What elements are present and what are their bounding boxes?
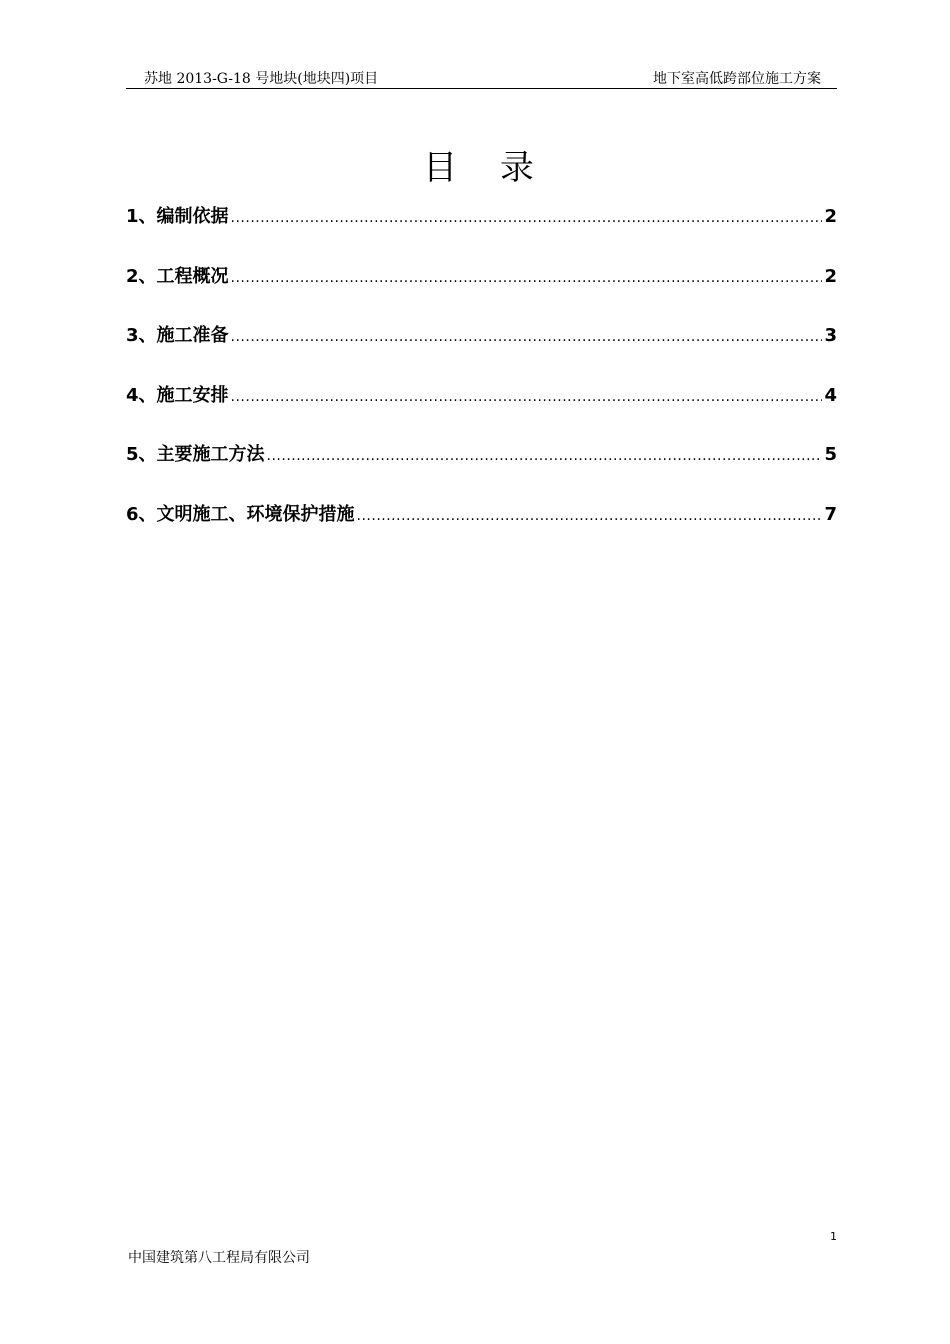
toc-dot-leader	[231, 389, 823, 405]
toc-entry[interactable]	[126, 202, 837, 262]
toc-entry-label: 6、文明施工、环境保护措施	[126, 503, 355, 525]
toc-title: 目 录	[423, 148, 540, 188]
page-header	[126, 66, 837, 89]
toc-entry-page: 3	[824, 325, 837, 346]
page-number: 1	[830, 1230, 837, 1243]
toc-dot-leader	[231, 270, 823, 286]
toc-entry-label: 1、编制依据	[126, 206, 229, 227]
toc-entry-label: 3、施工准备	[126, 325, 229, 346]
header-document-title: 地下室高低跨部位施工方案	[653, 71, 821, 87]
footer-company-name: 中国建筑第八工程局有限公司	[128, 1250, 310, 1266]
toc-entry-page: 2	[824, 206, 837, 227]
toc-entry[interactable]	[126, 440, 837, 500]
toc-list	[126, 202, 837, 559]
toc-entry-label: 2、工程概况	[126, 265, 229, 287]
toc-dot-leader	[231, 329, 823, 345]
header-project-name: 苏地 2013-G-18 号地块(地块四)项目	[144, 71, 379, 87]
toc-entry[interactable]	[126, 381, 837, 441]
toc-entry-label: 4、施工安排	[126, 384, 229, 406]
toc-entry[interactable]	[126, 500, 837, 560]
toc-dot-leader	[231, 210, 823, 226]
toc-entry-page: 5	[824, 444, 837, 465]
toc-dot-leader	[267, 448, 823, 464]
toc-entry-page: 2	[824, 265, 837, 287]
toc-entry[interactable]	[126, 321, 837, 381]
toc-entry-page: 4	[824, 384, 837, 406]
toc-entry-label: 5、主要施工方法	[126, 444, 265, 465]
toc-entry-page: 7	[824, 503, 837, 525]
toc-dot-leader	[357, 508, 823, 524]
toc-entry[interactable]	[126, 262, 837, 322]
